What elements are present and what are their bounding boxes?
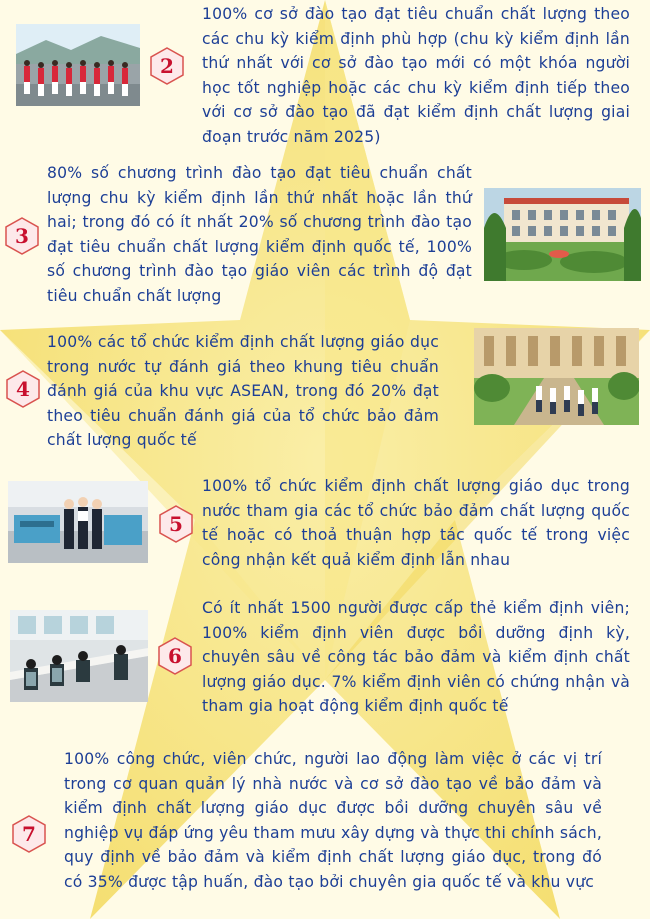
item-number: 4 xyxy=(16,377,30,401)
item-number: 2 xyxy=(160,54,174,78)
item-number-badge xyxy=(148,47,186,85)
photo-students-campus-walkway xyxy=(474,328,639,425)
item-text: 100% các tổ chức kiểm định chất lượng giáo dục trong nước tự đánh giá theo khung tiêu chuẩn đánh giá của khu vực ASEAN, trong đó 20% đạt theo tiêu chuẩn đánh giá của tổ chức bảo đảm chất lượng quốc tế xyxy=(47,333,439,449)
item-text: 100% công chức, viên chức, người lao động làm việc ở các vị trí trong cơ quan quản lý nhà nước và cơ sở đào tạo về bảo đảm và kiểm định chất lượng giáo dục được bồi dưỡng chuyên sâu về nghiệp vụ đáp ứng yêu tham mưu xây dựng và thực thi chính sách, quy định về bảo đảm và kiểm định chất lượng giáo dục, trong đó có 35% được tập huấn, đào tạo bởi chuyên gia quốc tế và khu vực xyxy=(64,750,602,891)
photo-students-classroom xyxy=(10,610,148,702)
item-number: 6 xyxy=(168,644,182,668)
item-number-badge xyxy=(157,505,195,543)
item-number-badge xyxy=(156,637,194,675)
item-number: 3 xyxy=(15,224,29,248)
item-text: 100% tổ chức kiểm định chất lượng giáo dục trong nước tham gia các tổ chức bảo đảm chất lượng quốc tế hoặc có thoả thuận hợp tác quốc tế trong việc công nhận kết quả kiểm định lẫn nhau xyxy=(202,477,630,569)
item-text: 100% cơ sở đào tạo đạt tiêu chuẩn chất lượng theo các chu kỳ kiểm định phù hợp (chu kỳ kiểm định lần thứ nhất với cơ sở đào tạo mới có một khóa người học tốt nghiệp hoặc các chu kỳ kiểm định tiếp theo với cơ sở đào tạo đã đạt kiểm định chất lượng giai đoạn trước năm 2025) xyxy=(202,5,630,146)
item-number: 7 xyxy=(22,822,36,846)
item-text: Có ít nhất 1500 người được cấp thẻ kiểm định viên; 100% kiểm định viên được bồi dưỡng định kỳ, chuyên sâu về công tác bảo đảm và kiểm định chất lượng giáo dục. 7% kiểm định viên có chứng nhận và tham gia hoạt động kiểm định quốc tế xyxy=(202,599,630,715)
photo-university-campus xyxy=(484,188,641,281)
item-number: 5 xyxy=(169,512,183,536)
photo-workshop-visit xyxy=(8,481,148,563)
item-number-badge xyxy=(4,370,42,408)
item-number-badge xyxy=(10,815,48,853)
item-number-badge xyxy=(3,217,41,255)
item-text: 80% số chương trình đào tạo đạt tiêu chuẩn chất lượng chu kỳ kiểm định lần thứ nhất hoặc lần thứ hai; trong đó có ít nhất 20% số chương trình đào tạo đạt tiêu chuẩn chất lượng kiểm định quốc tế, 100% số chương trình đào tạo giáo viên các trình độ đạt tiêu chuẩn chất lượng xyxy=(47,164,472,305)
photo-students-exercise xyxy=(16,24,140,106)
